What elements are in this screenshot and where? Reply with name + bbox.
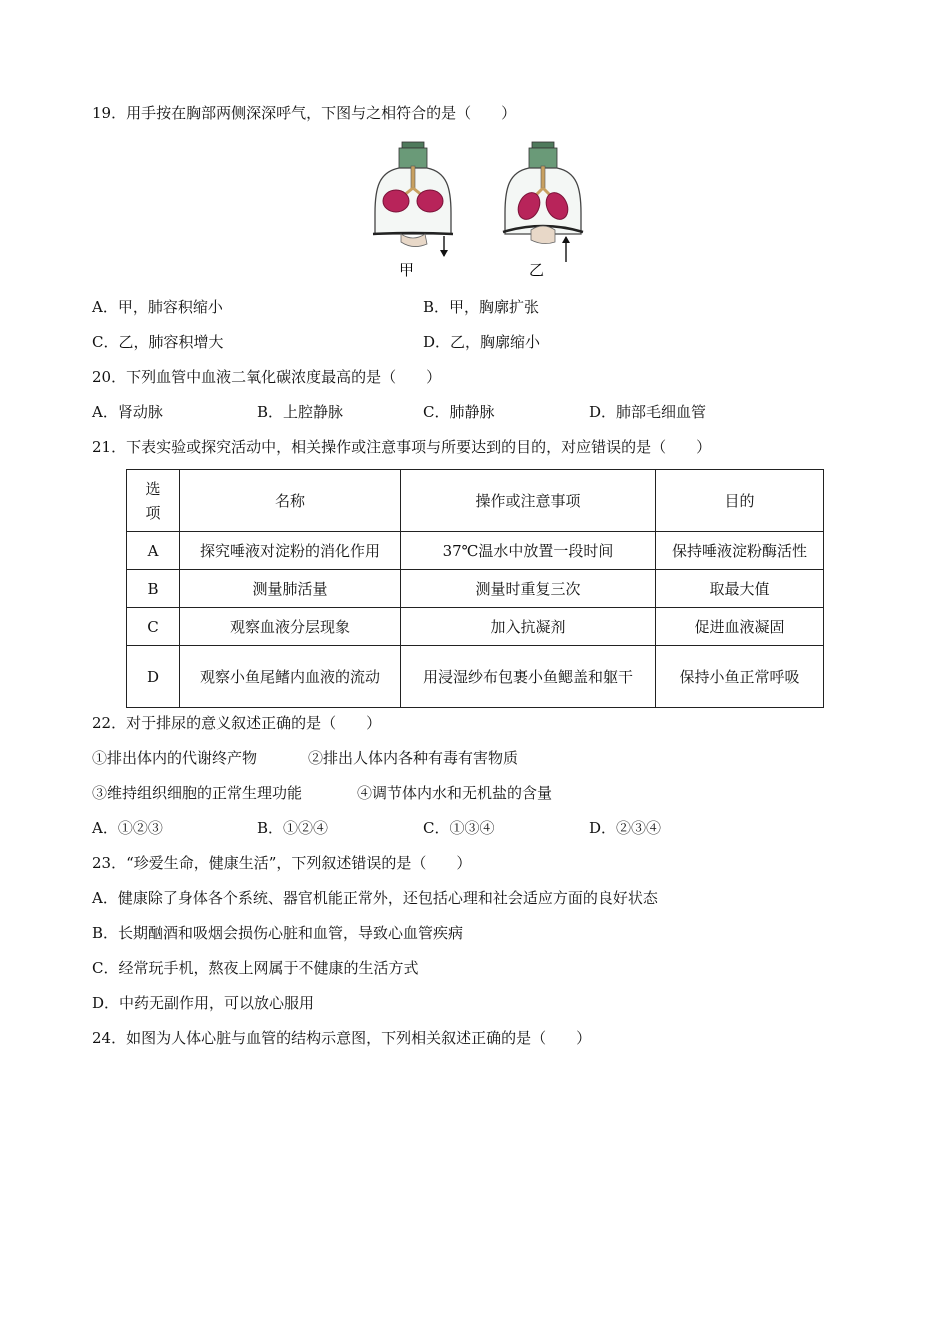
q23-option-a: A．健康除了身体各个系统、器官机能正常外，还包括心理和社会适应方面的良好状态 — [92, 889, 658, 907]
q21-stem: 21．下表实验或探究活动中，相关操作或注意事项与所要达到的目的，对应错误的是（ ） — [92, 438, 712, 456]
q19-option-b: B．甲，胸廓扩张 — [423, 298, 540, 316]
table-cell: 用浸湿纱布包裹小鱼鳃盖和躯干 — [401, 646, 656, 708]
q20-option-d: D．肺部毛细血管 — [589, 403, 707, 421]
q19-option-c: C．乙，肺容积增大 — [92, 333, 224, 351]
experiment-table — [126, 469, 824, 708]
table-cell: 37℃温水中放置一段时间 — [401, 532, 656, 570]
q22-statement-3: ③维持组织细胞的正常生理功能 — [92, 784, 303, 802]
table-cell: 促进血液凝固 — [656, 608, 824, 646]
table-cell: 加入抗凝剂 — [401, 608, 656, 646]
q23-option-c: C．经常玩手机，熬夜上网属于不健康的生活方式 — [92, 959, 419, 977]
table-cell: 保持唾液淀粉酶活性 — [656, 532, 824, 570]
q20-option-a: A．肾动脉 — [92, 403, 163, 421]
q19-stem: 19．用手按在胸部两侧深深呼气，下图与之相符合的是（ ） — [92, 104, 517, 122]
table-row — [127, 608, 824, 646]
table-header-operation: 操作或注意事项 — [401, 470, 656, 532]
bell-jar-yi — [503, 142, 583, 262]
bell-jar-jia — [373, 142, 453, 257]
table-cell: 保持小鱼正常呼吸 — [656, 646, 824, 708]
q19-option-a: A．甲，肺容积缩小 — [92, 298, 223, 316]
table-cell: 观察小鱼尾鳍内血液的流动 — [180, 646, 401, 708]
q22-option-d: D．②③④ — [589, 819, 662, 837]
q22-option-c: C．①③④ — [423, 819, 495, 837]
q20-option-c: C．肺静脉 — [423, 403, 495, 421]
table-header-name: 名称 — [180, 470, 401, 532]
q22-statement-4: ④调节体内水和无机盐的含量 — [357, 784, 553, 802]
table-cell: 测量肺活量 — [180, 570, 401, 608]
q19-option-d: D．乙，胸廓缩小 — [423, 333, 541, 351]
table-cell: 测量时重复三次 — [401, 570, 656, 608]
q20-stem: 20．下列血管中血液二氧化碳浓度最高的是（ ） — [92, 368, 442, 386]
table-cell: A — [127, 532, 180, 570]
table-header-purpose: 目的 — [656, 470, 824, 532]
table-cell: D — [127, 646, 180, 708]
q22-stem: 22．对于排尿的意义叙述正确的是（ ） — [92, 714, 382, 732]
table-row — [127, 570, 824, 608]
q22-statement-1: ①排出体内的代谢终产物 — [92, 749, 258, 767]
q22-option-b: B．①②④ — [257, 819, 329, 837]
table-cell: 取最大值 — [656, 570, 824, 608]
table-row — [127, 532, 824, 570]
q23-option-d: D．中药无副作用，可以放心服用 — [92, 994, 315, 1012]
q22-statement-2: ②排出人体内各种有毒有害物质 — [308, 749, 519, 767]
table-cell: C — [127, 608, 180, 646]
q20-option-b: B．上腔静脉 — [257, 403, 344, 421]
table-cell: 观察血液分层现象 — [180, 608, 401, 646]
q24-stem: 24．如图为人体心脏与血管的结构示意图，下列相关叙述正确的是（ ） — [92, 1029, 592, 1047]
table-cell: B — [127, 570, 180, 608]
table-header-row — [127, 470, 824, 532]
q23-option-b: B．长期酗酒和吸烟会损伤心脏和血管，导致心血管疾病 — [92, 924, 464, 942]
q23-stem: 23．“珍爱生命，健康生活”，下列叙述错误的是（ ） — [92, 854, 472, 872]
figure-label-jia: 甲 — [399, 261, 415, 279]
bell-jar-figure — [365, 138, 595, 284]
table-cell: 探究唾液对淀粉的消化作用 — [180, 532, 401, 570]
q22-option-a: A．①②③ — [92, 819, 163, 837]
table-row — [127, 646, 824, 708]
figure-label-yi: 乙 — [529, 261, 545, 279]
table-header-option: 选项 — [127, 470, 180, 532]
